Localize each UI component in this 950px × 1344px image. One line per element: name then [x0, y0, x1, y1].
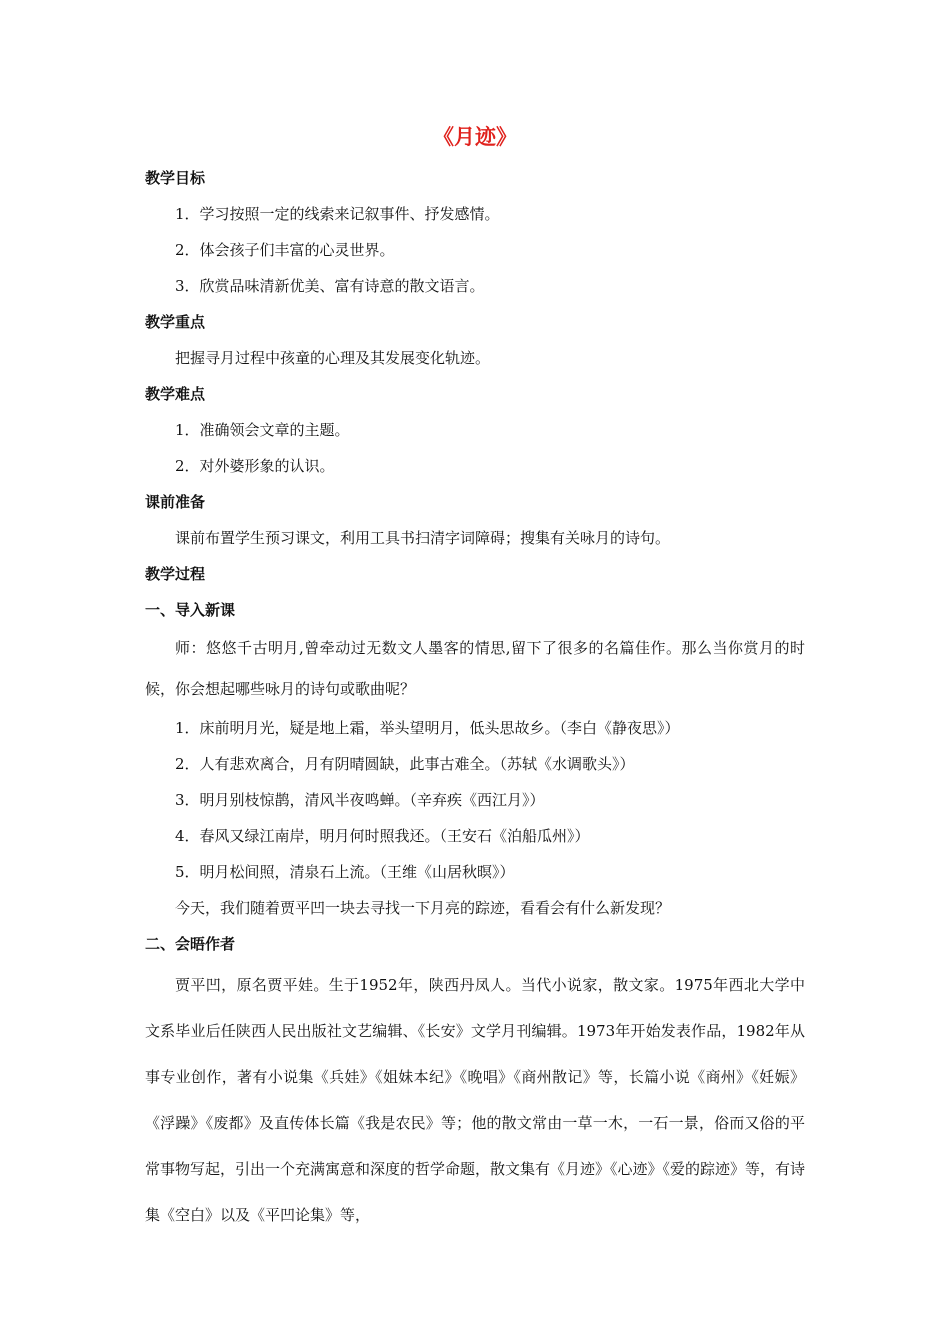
key-points-text: 把握寻月过程中孩童的心理及其发展变化轨迹。 — [175, 349, 491, 367]
objectives-heading: 教学目标 — [145, 169, 206, 187]
intro-closing: 今天，我们随着贾平凹一块去寻找一下月亮的踪迹，看看会有什么新发现？ — [175, 899, 671, 917]
author-paragraph: 贾平凹，原名贾平娃。生于1952年，陕西丹凤人。当代小说家，散文家。1975年西北大学中文系毕业后任陕西人民出版社文艺编辑、《长安》文学月刊编辑。1973年开始发表作品，1982年从事专业创作，著有小说集《兵娃》《姐妹本纪》《晚唱》《商州散记》等，长篇小说《商州》《妊娠》《浮躁》《废都》及直传体长篇《我是农民》等；他的散文常由一草一木，一石一景，俗而又俗的平常事物写起，引出一个充满寓意和深度的哲学命题，散文集有《月迹》《心迹》《爱的踪迹》等，有诗集《空白》以及《平凹论集》等， — [145, 976, 806, 1224]
objective-item: 2．体会孩子们丰富的心灵世界。 — [175, 241, 395, 259]
objective-item: 3．欣赏品味清新优美、富有诗意的散文语言。 — [175, 277, 485, 295]
difficulty-item: 1．准确领会文章的主题。 — [175, 421, 350, 439]
process-heading: 教学过程 — [145, 565, 206, 583]
difficulties-heading: 教学难点 — [145, 385, 206, 403]
document-title: 《月迹》 — [433, 125, 517, 149]
poem-item: 5．明月松间照，清泉石上流。（王维《山居秋暝》） — [175, 863, 515, 881]
difficulty-item: 2．对外婆形象的认识。 — [175, 457, 335, 475]
poem-item: 3．明月别枝惊鹊，清风半夜鸣蝉。（辛弃疾《西江月》） — [175, 791, 545, 809]
poem-item: 4．春风又绿江南岸，明月何时照我还。（王安石《泊船瓜州》） — [175, 827, 590, 845]
poem-item: 2．人有悲欢离合，月有阴晴圆缺，此事古难全。（苏轼《水调歌头》） — [175, 755, 635, 773]
preparation-heading: 课前准备 — [145, 493, 206, 511]
intro-heading: 一、导入新课 — [145, 601, 236, 619]
author-heading: 二、会晤作者 — [145, 935, 236, 953]
key-points-heading: 教学重点 — [145, 313, 206, 331]
preparation-text: 课前布置学生预习课文，利用工具书扫清字词障碍；搜集有关咏月的诗句。 — [175, 529, 671, 547]
objective-item: 1．学习按照一定的线索来记叙事件、抒发感情。 — [175, 205, 500, 223]
poem-item: 1．床前明月光，疑是地上霜，举头望明月，低头思故乡。（李白《静夜思》） — [175, 719, 680, 737]
intro-lead-paragraph: 师：悠悠千古明月,曾牵动过无数文人墨客的情思,留下了很多的名篇佳作。那么当你赏月的时候，你会想起哪些咏月的诗句或歌曲呢？ — [145, 639, 805, 698]
document-page — [145, 118, 805, 1238]
